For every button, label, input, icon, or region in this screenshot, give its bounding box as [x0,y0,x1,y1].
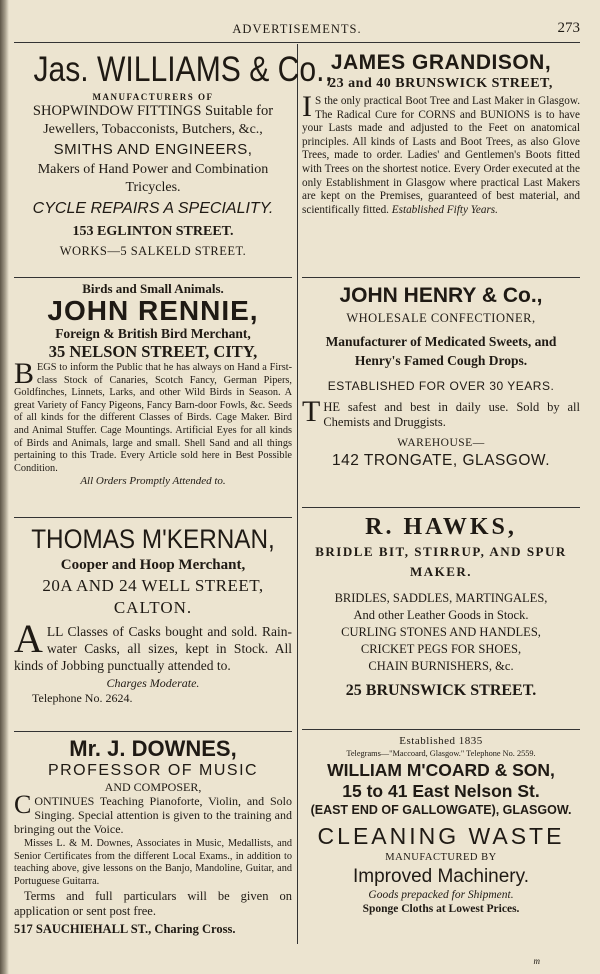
mckernan-address: 20A AND 24 WELL STREET, [42,576,264,595]
book-binding-shadow [0,0,9,974]
left-column [14,46,333,936]
ad-williams [14,46,333,278]
mccoard-telegrams: Telegrams—"Maccoard, Glasgow." Telephone No. 2559. [346,749,536,758]
henry-body [302,395,580,430]
henry-warehouse: WAREHOUSE— [397,437,485,449]
rennie-trade: Foreign & British Bird Merchant, [55,326,251,341]
grandison-name: JAMES GRANDISON, [330,51,552,74]
hawks-line4: CRICKET PEGS FOR SHOES, [360,642,522,656]
mckernan-dropcap: A [14,616,43,661]
hawks-address: 25 BRUNSWICK STREET. [345,682,537,699]
downes-body-text: ONTINUES Teaching Pianoforte, Violin, and Solo Singing. Special attention is given to the training and bringing out the Voice. [14,794,292,836]
mccoard-established: Established 1835 [399,735,483,747]
ad-hawks [302,508,580,730]
henry-address: 142 TRONGATE, GLASGOW. [331,452,550,469]
signature-mark: m [533,956,540,966]
mckernan-trade: Cooper and Hoop Merchant, [60,557,246,573]
ad-henry [302,278,580,508]
mckernan-charges: Charges Moderate. [106,676,200,690]
running-title: ADVERTISEMENTS. [232,22,362,36]
williams-address: 153 EGLINTON STREET. [72,224,234,239]
ad-grandison [302,46,580,278]
ad-rennie [14,278,292,518]
grandison-body [302,90,580,217]
downes-body3: Terms and full particulars will be given on application or sent post free. [14,889,292,918]
mccoard-name: WILLIAM M'COARD & SON, [327,760,555,780]
henry-body-text: HE safest and best in daily use. Sold by all Chemists and Druggists. [323,400,580,429]
mckernan-area: CALTON. [113,598,193,617]
mccoard-area: (EAST END OF GALLOWGATE), GLASGOW. [310,803,572,817]
williams-line2: Jewellers, Tobacconists, Butchers, &c., [43,122,263,137]
rennie-body-text: EGS to inform the Public that he has always on Hand a First-class Stock of Canaries, Scotch Fancy, German Pipers, Goldfinches, Linnets, Larks, and other Wild Birds in Season. A great Variety of Fancy Pigeons, Fancy Barn-door Fowls, &c. Seeds of all kinds for the different Classes of Birds. Cage Maker. Bird and Animal Stuffer. Cage Mountings. Artificial Eyes for all kinds of Birds and Animals, large and small. Shell Sand and all things pertaining to this Trade. Every Article sold here in Best Possible Condition. [14,362,292,474]
williams-name: Jas. WILLIAMS & Co., [33,50,333,89]
mckernan-telephone: Telephone No. 2624. [32,691,133,705]
hawks-trade: BRIDLE BIT, STIRRUP, AND SPUR MAKER. [315,544,567,579]
downes-address: 517 SAUCHIEHALL ST., Charing Cross. [14,922,236,936]
mckernan-name: THOMAS M'KERNAN, [31,524,275,554]
henry-name: JOHN HENRY & Co., [339,284,543,307]
rennie-top: Birds and Small Animals. [82,281,224,296]
mccoard-sponge: Sponge Cloths at Lowest Prices. [362,903,520,915]
mckernan-body-text: LL Classes of Casks bought and sold. Rain-water Casks, all sizes, kept in Stock. All kinds of Jobbing punctually attended to. [14,624,292,673]
ad-mccoard [302,730,580,940]
grandison-body-text: S the only practical Boot Tree and Last Maker in Glasgow. The Radical Cure for CORNS and BUNIONS is to have your Lasts made and adjusted to the Feet on anatomical principles. All kinds of Lasts and Boot Trees, as also Glove Trees, made to order. Ladies' and Gentlemen's Boots fitted with Trees on the shortest notice. Every Order executed at the only Establishment in Glasgow where practical Last Makers are kept on the Premises, guaranteed of best material, and scientifically fitted. [302,95,580,216]
mccoard-machinery: Improved Machinery. [353,866,529,887]
rennie-body [14,357,292,475]
hawks-name: R. HAWKS, [365,514,517,540]
downes-body2: Misses L. & M. Downes, Associates in Music, Medallists, and Senior Certificates from the different Local Exams., in addition to teaching above, give lessons on the Banjo, Mandoline, Guitar, and Portuguese Guitarra. [14,838,292,887]
rennie-dropcap: B [14,357,35,390]
right-column [302,46,580,940]
hawks-line2: And other Leather Goods in Stock. [353,608,529,622]
ad-downes [14,732,292,936]
ad-mckernan [14,518,292,732]
henry-line1: Manufacturer of Medicated Sweets, and Henry's Famed Cough Drops. [325,334,557,368]
hawks-line5: CHAIN BURNISHERS, &c. [368,659,514,673]
column-divider [297,44,298,944]
downes-title: PROFESSOR OF MUSIC [47,762,259,779]
mccoard-product: CLEANING WASTE [317,823,565,849]
hawks-line3: CURLING STONES AND HANDLES, [341,625,541,639]
header-rule [14,42,580,43]
williams-line3: SMITHS AND ENGINEERS, [53,141,253,158]
downes-body [14,790,292,836]
mccoard-goods: Goods prepacked for Shipment. [368,889,514,901]
williams-works: WORKS—5 SALKELD STREET. [59,244,247,258]
grandison-established: Established Fifty Years. [391,203,498,216]
downes-title2: AND COMPOSER, [104,780,202,794]
williams-subtitle: MANUFACTURERS OF [92,92,214,102]
rennie-address: 35 NELSON STREET, CITY, [48,342,258,361]
rennie-name: JOHN RENNIE, [47,295,259,326]
downes-name: Mr. J. DOWNES, [69,736,237,761]
mckernan-body [14,616,292,674]
hawks-line1: BRIDLES, SADDLES, MARTINGALES, [334,591,548,605]
rennie-footer: All Orders Promptly Attended to. [80,475,226,488]
williams-line1: SHOPWINDOW FITTINGS Suitable for [32,103,274,119]
mccoard-manufactured: MANUFACTURED BY [385,852,497,863]
downes-dropcap: C [14,790,32,819]
grandison-address: 23 and 40 BRUNSWICK STREET, [329,76,553,91]
williams-line5: CYCLE REPAIRS A SPECIALITY. [32,200,274,217]
grandison-dropcap: I [302,90,312,123]
page-header [14,22,580,42]
page-number: 273 [557,20,580,36]
mccoard-address: 15 to 41 East Nelson St. [342,781,540,801]
williams-line4: Makers of Hand Power and Combination Tricycles. [37,162,269,195]
henry-trade: WHOLESALE CONFECTIONER, [346,311,536,325]
henry-dropcap: T [302,395,321,428]
henry-line2: ESTABLISHED FOR OVER 30 YEARS. [327,379,555,393]
